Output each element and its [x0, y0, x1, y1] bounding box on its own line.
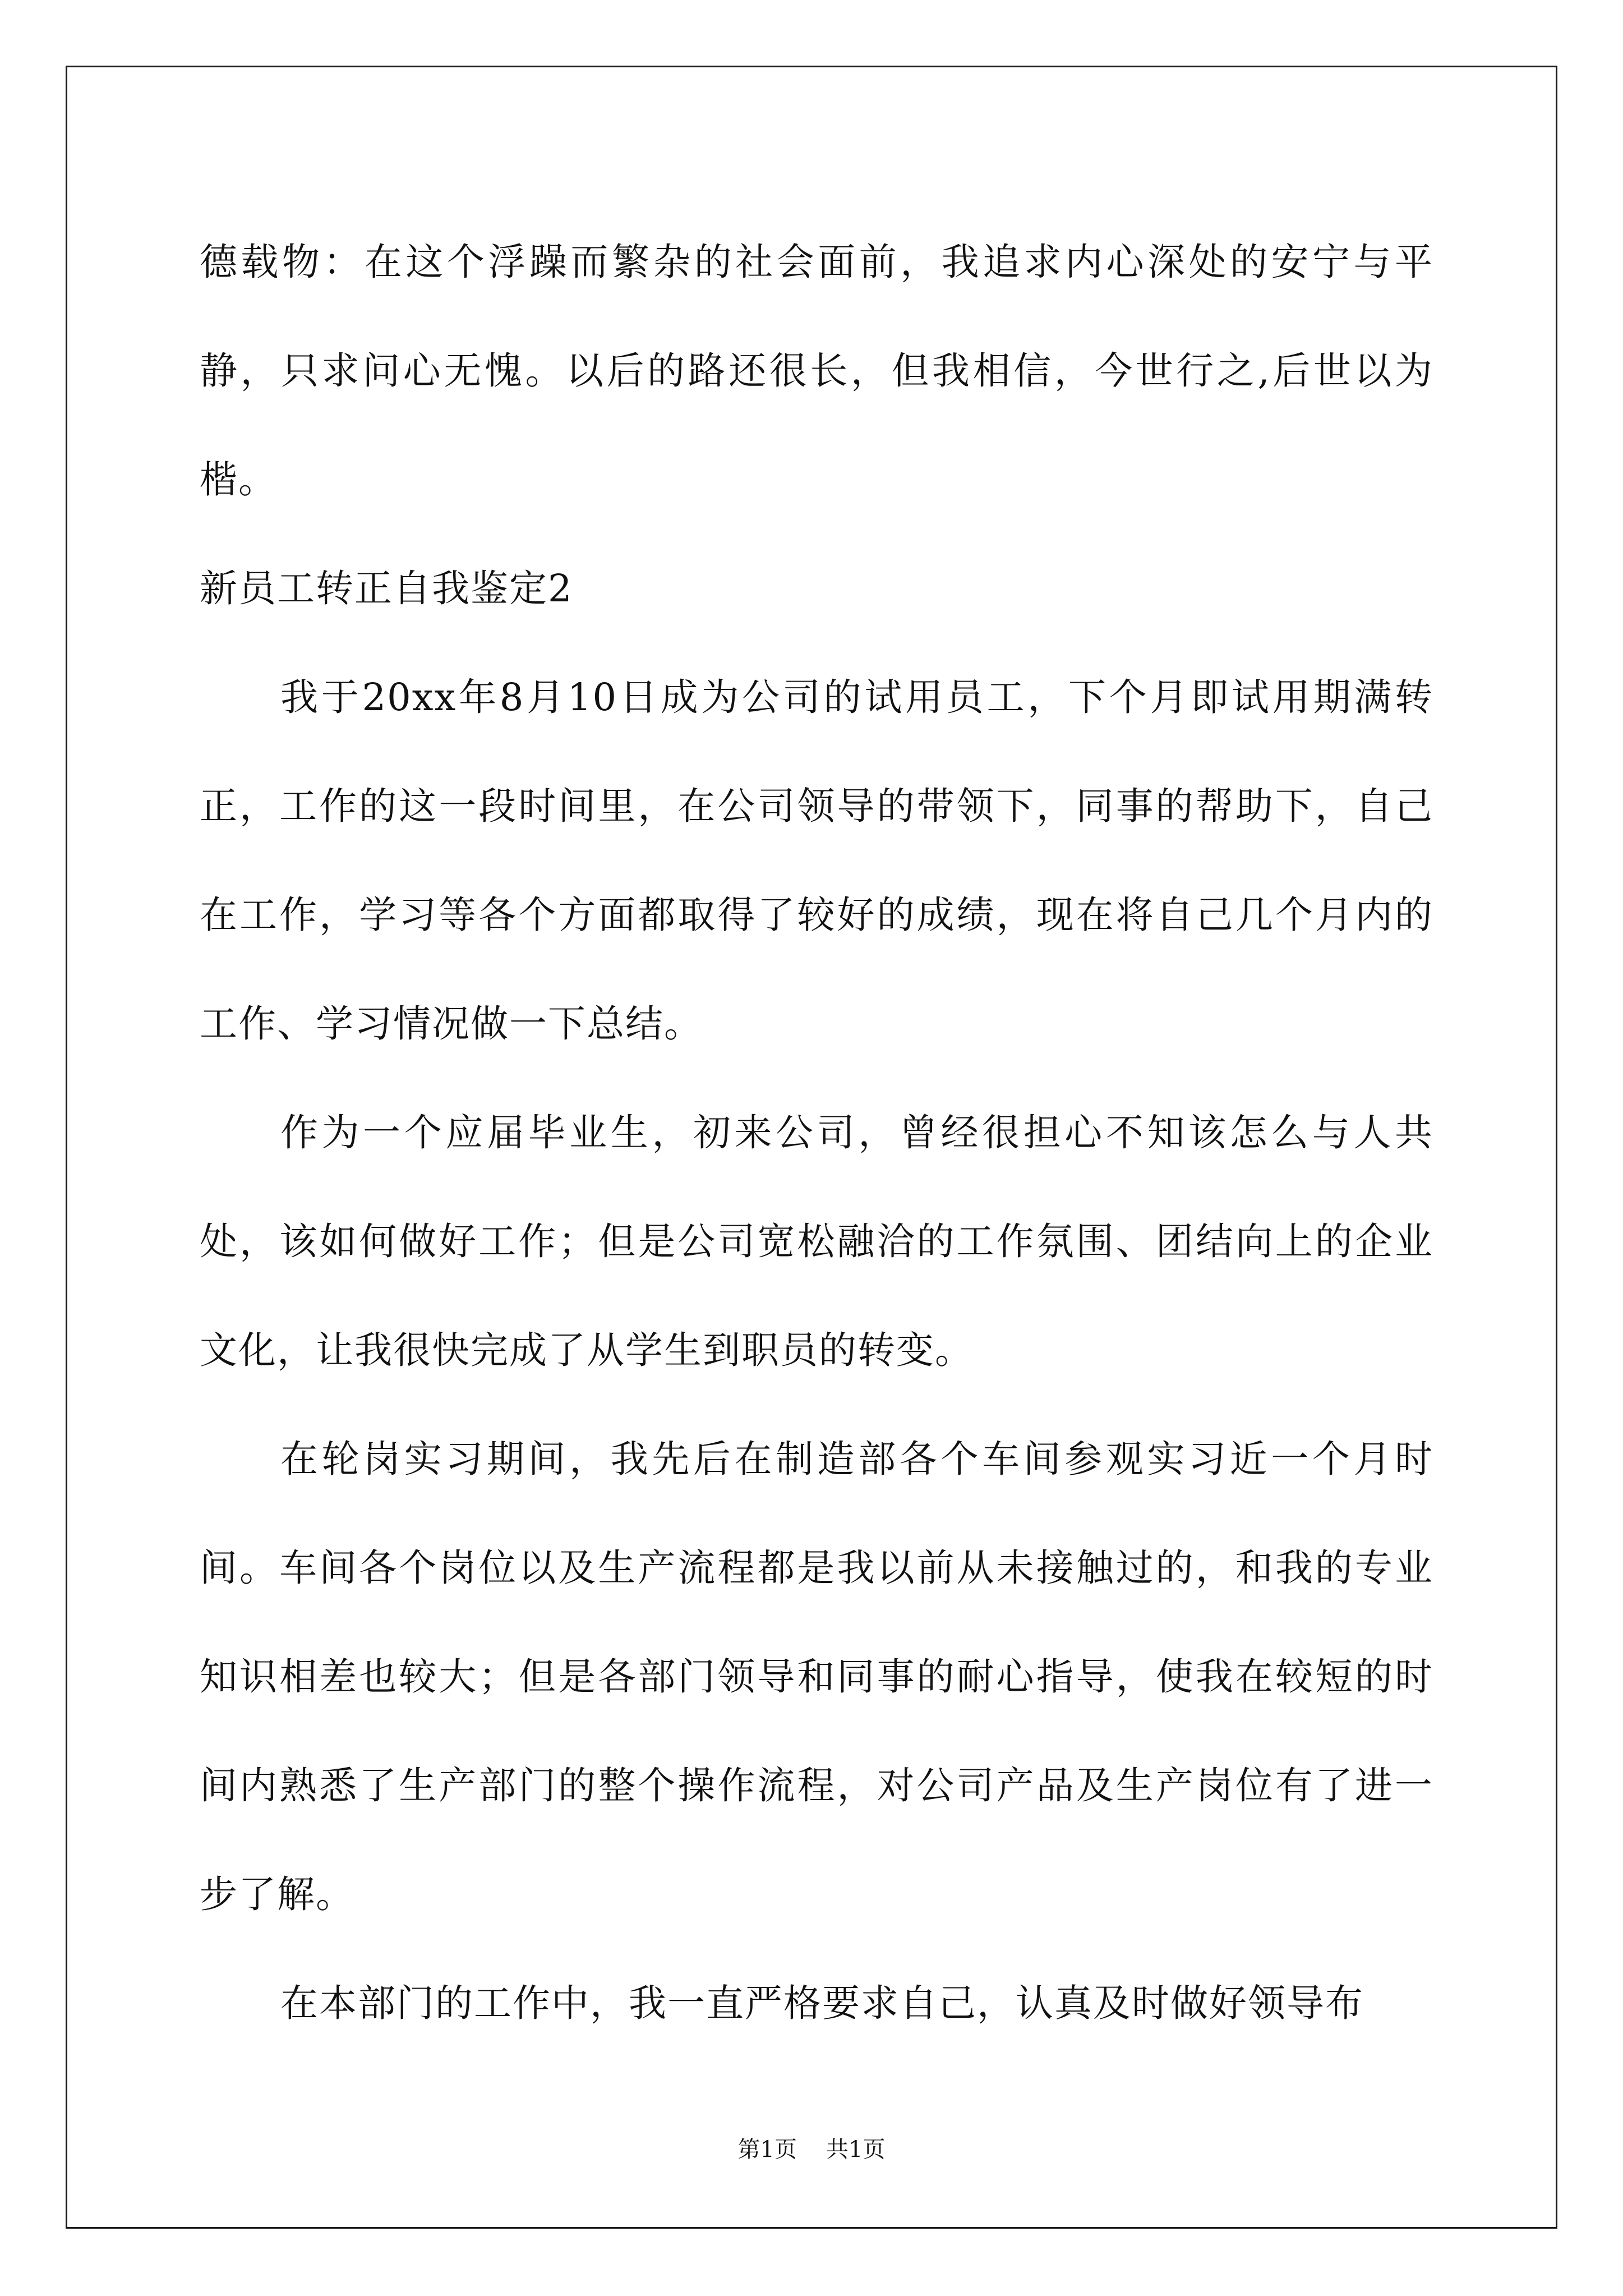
paragraph: 在轮岗实习期间，我先后在制造部各个车间参观实习近一个月时间。车间各个岗位以及生产流程都是我以前从未接触过的，和我的专业知识相差也较大；但是各部门领导和同事的耐心指导，使我在较短的时间内熟悉了生产部门的整个操作流程，对公司产品及生产岗位有了进一步了解。: [200, 1437, 1433, 1916]
document-body: [200, 208, 1433, 2058]
page-number: 第1页: [737, 2137, 797, 2162]
paragraph: 我于20xx年8月10日成为公司的试用员工，下个月即试用期满转正，工作的这一段时间里，在公司领导的带领下，同事的帮助下，自己在工作，学习等各个方面都取得了较好的成绩，现在将自己几个月内的工作、学习情况做一下总结。: [200, 675, 1433, 1046]
paragraph: 德载物：在这个浮躁而繁杂的社会面前，我追求内心深处的安宁与平静，只求问心无愧。以后的路还很长，但我相信，今世行之,后世以为楷。: [200, 240, 1433, 501]
page-total: 共1页: [826, 2137, 886, 2162]
page-footer: [0, 2132, 1623, 2164]
paragraph: 在本部门的工作中，我一直严格要求自己，认真及时做好领导布: [280, 1981, 1364, 2025]
paragraph: 作为一个应届毕业生，初来公司，曾经很担心不知该怎么与人共处，该如何做好工作；但是公司宽松融洽的工作氛围、团结向上的企业文化，让我很快完成了从学生到职员的转变。: [200, 1111, 1433, 1372]
section-heading: 新员工转正自我鉴定2: [200, 567, 573, 610]
